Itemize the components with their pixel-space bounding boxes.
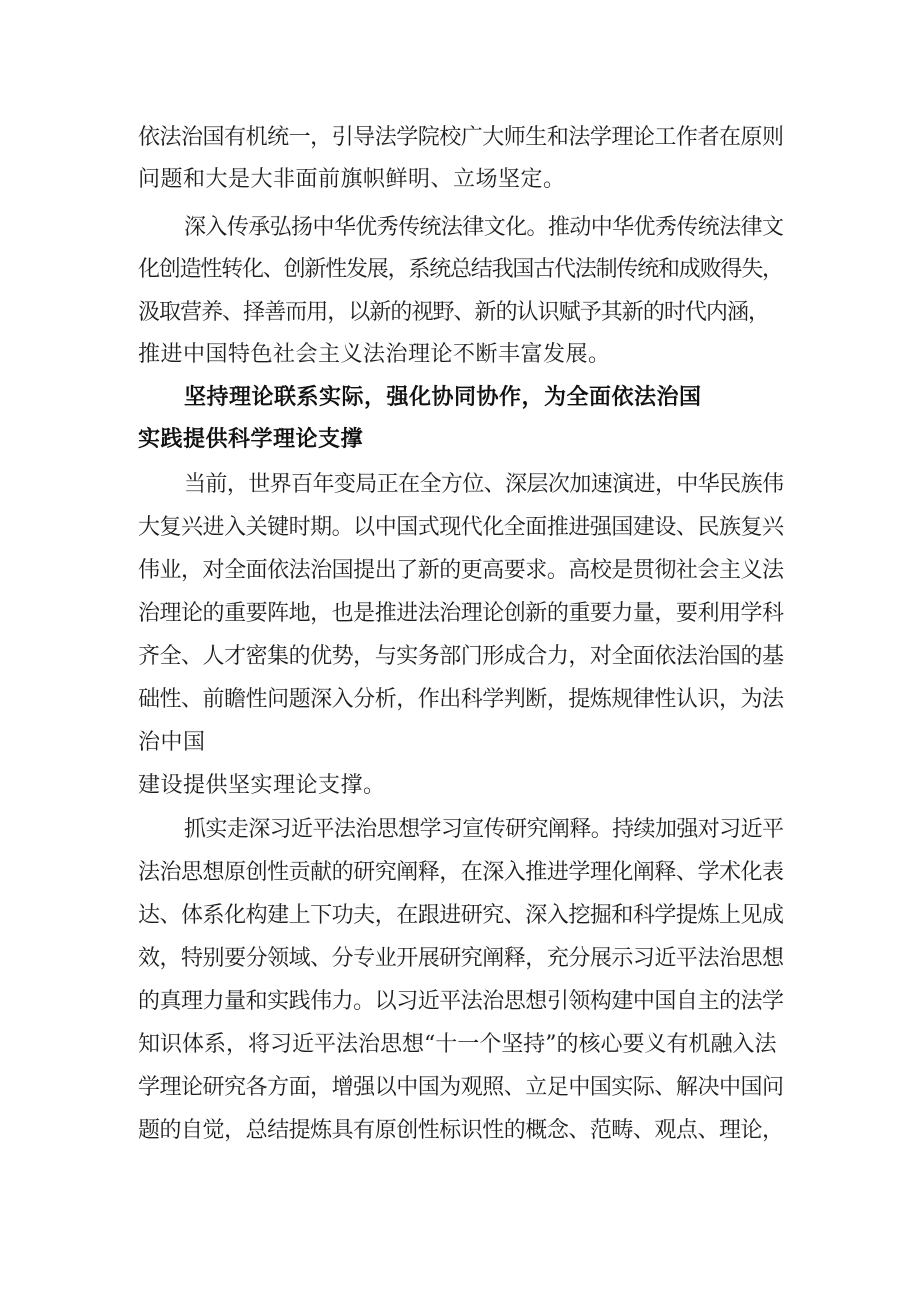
text-line: 建设提供坚实理论支撑。 [138, 773, 386, 798]
text-line: 大复兴进入关键时期。以中国式现代化全面推进强国建设、民族复兴 [138, 515, 784, 540]
text-line: 治中国 [138, 730, 206, 755]
section-heading: 实践提供科学理论支撑 [138, 427, 364, 452]
text-line: 化创造性转化、创新性发展，系统总结我国古代法制传统和成败得失， [138, 257, 783, 282]
text-line: 础性、前瞻性问题深入分析，作出科学判断，提炼规律性认识，为法 [138, 687, 784, 712]
text-line: 达、体系化构建上下功夫，在跟进研究、深入挖掘和科学提炼上见成 [138, 903, 784, 928]
text-line: 效，特别要分领域、分专业开展研究阐释，充分展示习近平法治思想 [138, 946, 784, 971]
text-line: 齐全、人才密集的优势，与实务部门形成合力，对全面依法治国的基 [138, 644, 784, 669]
text-line: 治理论的重要阵地，也是推进法治理论创新的重要力量，要利用学科 [138, 601, 784, 626]
text-line: 问题和大是大非面前旗帜鲜明、立场坚定。 [138, 167, 566, 192]
text-line: 知识体系，将习近平法治思想“十一个坚持”的核心要义有机融入法 [138, 1032, 777, 1057]
text-line: 题的自觉，总结提炼具有原创性标识性的概念、范畴、观点、理论， [138, 1118, 784, 1143]
paragraph-first-line: 当前，世界百年变局正在全方位、深层次加速演进，中华民族伟 [184, 472, 784, 497]
text-line: 法治思想原创性贡献的研究阐释，在深入推进学理化阐释、学术化表 [138, 860, 784, 885]
text-line: 的真理力量和实践伟力。以习近平法治思想引领构建中国自主的法学 [138, 989, 784, 1014]
paragraph-first-line: 抓实走深习近平法治思想学习宣传研究阐释。持续加强对习近平 [184, 817, 784, 842]
paragraph-first-line: 深入传承弘扬中华优秀传统法律文化。推动中华优秀传统法律文 [184, 215, 784, 240]
text-line: 依法治国有机统一，引导法学院校广大师生和法学理论工作者在原则 [138, 125, 784, 150]
text-line: 学理论研究各方面，增强以中国为观照、立足中国实际、解决中国问 [138, 1075, 784, 1100]
text-line: 推进中国特色社会主义法治理论不断丰富发展。 [138, 342, 611, 367]
text-line: 汲取营养、择善而用，以新的视野、新的认识赋予其新的时代内涵， [138, 300, 770, 325]
text-line: 伟业，对全面依法治国提出了新的更高要求。高校是贯彻社会主义法 [138, 558, 784, 583]
section-heading: 坚持理论联系实际，强化协同协作，为全面依法治国 [184, 385, 702, 410]
